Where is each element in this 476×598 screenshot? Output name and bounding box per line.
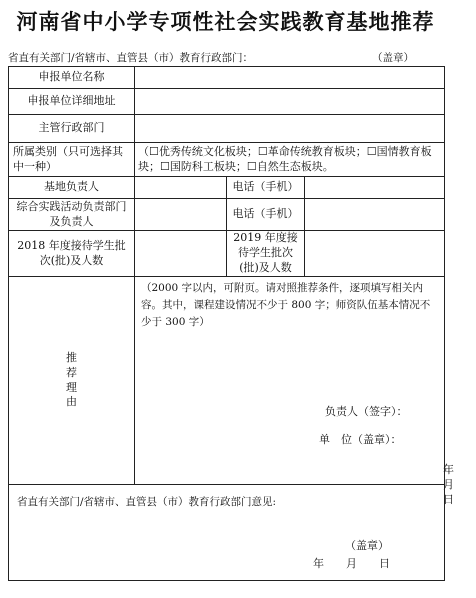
row-opinion (9, 485, 445, 581)
dept-line (8, 50, 444, 65)
row-practice-head (9, 199, 445, 231)
opinion-stamp: （盖章） (345, 539, 389, 552)
batches-2018-label: 2018 年度接待学生批次(批)及人数 (9, 231, 135, 277)
stamp-label: （盖章） (372, 52, 414, 64)
authority-field[interactable] (135, 115, 445, 143)
phone-field-2[interactable] (305, 199, 445, 231)
batches-2019-label: 2019 年度接待学生批次(批)及人数 (227, 231, 305, 277)
dept-line-text: 省直有关部门/省辖市、直管县（市）教育行政部门： (8, 52, 254, 64)
batches-2018-field[interactable] (135, 231, 227, 277)
row-authority (9, 115, 445, 143)
row-base-head (9, 177, 445, 199)
reason-field[interactable] (135, 277, 476, 506)
opinion-field[interactable] (9, 485, 445, 581)
phone-label-1: 电话（手机） (227, 177, 305, 199)
opinion-label: 省直有关部门/省辖市、直管县（市）教育行政部门意见: (17, 496, 277, 508)
row-reason (9, 277, 445, 485)
base-head-label: 基地负责人 (9, 177, 135, 199)
reason-char: 由 (66, 395, 77, 409)
phone-field-1[interactable] (305, 177, 445, 199)
row-address (9, 89, 445, 115)
reason-hint: （2000 字以内，可附页。请对照推荐条件，逐项填写相关内容。其中，课程建设情况不少于 800 字；师资队伍基本情况不少于 300 字） (141, 282, 431, 328)
row-batches (9, 231, 445, 277)
address-label: 申报单位详细地址 (9, 89, 135, 115)
unit-stamp-label: 单 位（盖章）： (319, 433, 402, 446)
reason-char: 推 (66, 350, 77, 364)
unit-name-label: 申报单位名称 (9, 67, 135, 89)
unit-name-field[interactable] (135, 67, 445, 89)
reason-label (9, 277, 135, 485)
base-head-field[interactable] (135, 177, 227, 199)
page-title: 河南省中小学专项性社会实践教育基地推荐 (16, 10, 435, 34)
category-label: 所属类别（只可选择其中一种） (9, 143, 135, 177)
reason-char: 荐 (66, 365, 77, 379)
batches-2019-field[interactable] (305, 231, 445, 277)
reason-char: 理 (66, 380, 77, 394)
row-category (9, 143, 445, 177)
category-options[interactable]: （☐优秀传统文化板块；☐革命传统教育板块；☐国情教育板块；☐国防科工板块；☐自然生态板块。 (135, 143, 445, 177)
row-unit-name (9, 67, 445, 89)
responsible-sign-label: 负责人（签字）： (325, 405, 408, 418)
practice-head-field[interactable] (135, 199, 227, 231)
practice-head-label: 综合实践活动负责部门及负责人 (9, 199, 135, 231)
phone-label-2: 电话（手机） (227, 199, 305, 231)
date-1: 年 月 日 (443, 463, 476, 506)
date-2: 年 月 日 (313, 557, 390, 570)
address-field[interactable] (135, 89, 445, 115)
recommendation-form (8, 66, 476, 581)
authority-label: 主管行政部门 (9, 115, 135, 143)
